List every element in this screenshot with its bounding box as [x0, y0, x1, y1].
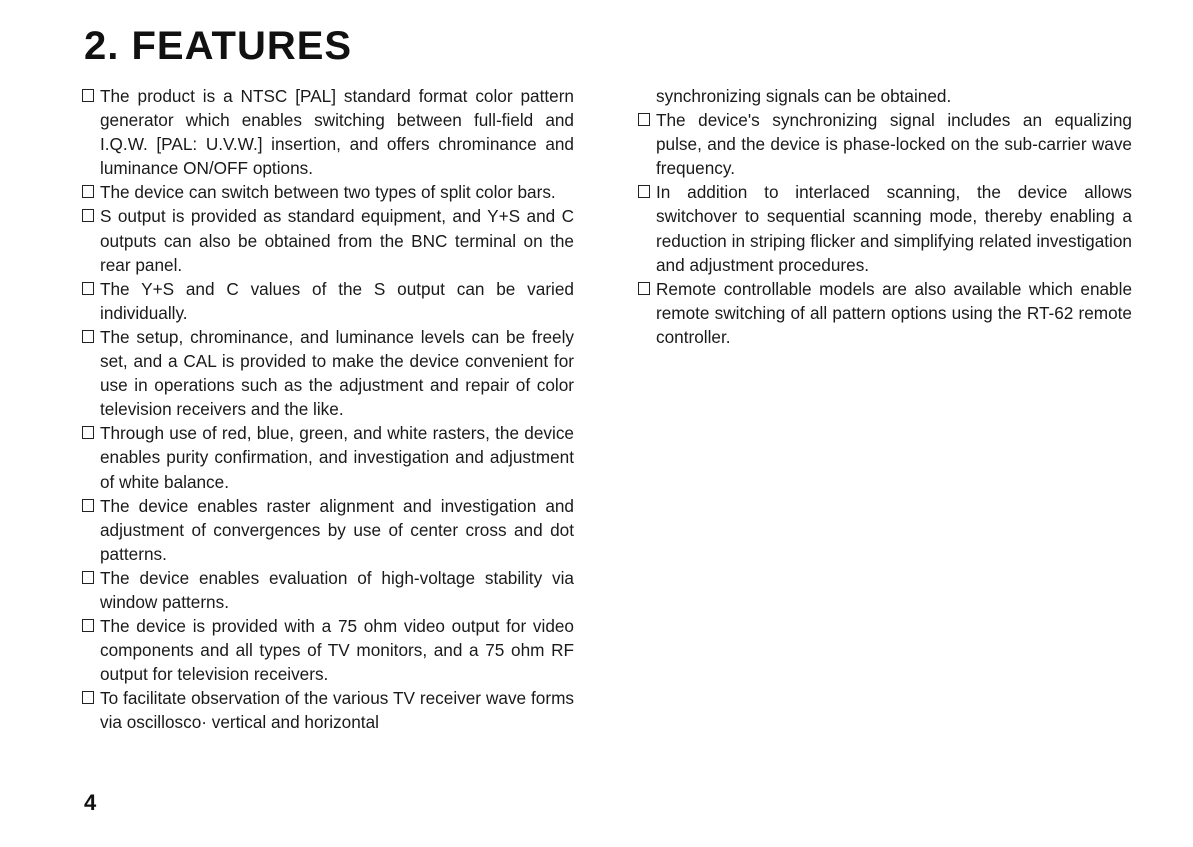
checkbox-bullet-icon — [82, 209, 94, 222]
section-title: 2. FEATURES — [84, 24, 353, 68]
checkbox-bullet-icon — [82, 499, 94, 512]
feature-item: The device enables raster alignment and investigation and adjustment of convergences by use of center cross and dot patterns. — [82, 494, 574, 566]
checkbox-bullet-icon — [638, 282, 650, 295]
feature-item: The device is provided with a 75 ohm video output for video components and all types of TV monitors, and a 75 ohm RF output for television receivers. — [82, 614, 574, 686]
feature-item: The setup, chrominance, and luminance levels can be freely set, and a CAL is provided to make the device convenient for use in operations such as the adjustment and repair of color television receivers and the like. — [82, 325, 574, 421]
feature-item: In addition to interlaced scanning, the device allows switchover to sequential scanning mode, thereby enabling a reduction in striping flicker and simplifying related investigation and adjustment procedures. — [638, 180, 1132, 276]
checkbox-bullet-icon — [82, 691, 94, 704]
checkbox-bullet-icon — [82, 571, 94, 584]
checkbox-bullet-icon — [82, 426, 94, 439]
page-number: 4 — [84, 790, 97, 815]
feature-item: Through use of red, blue, green, and white rasters, the device enables purity confirmation, and investigation and adjustment of white balance. — [82, 421, 574, 493]
feature-item: The product is a NTSC [PAL] standard format color pattern generator which enables switching between full-field and I.Q.W. [PAL: U.V.W.] insertion, and offers chrominance and luminance ON/OFF options. — [82, 84, 574, 180]
feature-item: The device enables evaluation of high-voltage stability via window patterns. — [82, 566, 574, 614]
checkbox-bullet-icon — [82, 89, 94, 102]
checkbox-bullet-icon — [82, 619, 94, 632]
continuation-text: synchronizing signals can be obtained. — [656, 86, 952, 106]
checkbox-bullet-icon — [638, 113, 650, 126]
checkbox-bullet-icon — [82, 330, 94, 343]
checkbox-bullet-icon — [638, 185, 650, 198]
feature-item: To facilitate observation of the various TV receiver wave forms via oscillosco· vertical and horizontal — [82, 686, 574, 734]
feature-item: The Y+S and C values of the S output can be varied individually. — [82, 277, 574, 325]
left-column — [82, 84, 574, 735]
checkbox-bullet-icon — [82, 282, 94, 295]
feature-item: The device can switch between two types of split color bars. — [82, 180, 574, 204]
checkbox-bullet-icon — [82, 185, 94, 198]
feature-item: S output is provided as standard equipment, and Y+S and C outputs can also be obtained from the BNC terminal on the rear panel. — [82, 204, 574, 276]
feature-item: Remote controllable models are also available which enable remote switching of all pattern options using the RT-62 remote controller. — [638, 277, 1132, 349]
right-column — [638, 84, 1132, 349]
feature-item: The device's synchronizing signal includes an equalizing pulse, and the device is phase-locked on the sub-carrier wave frequency. — [638, 108, 1132, 180]
